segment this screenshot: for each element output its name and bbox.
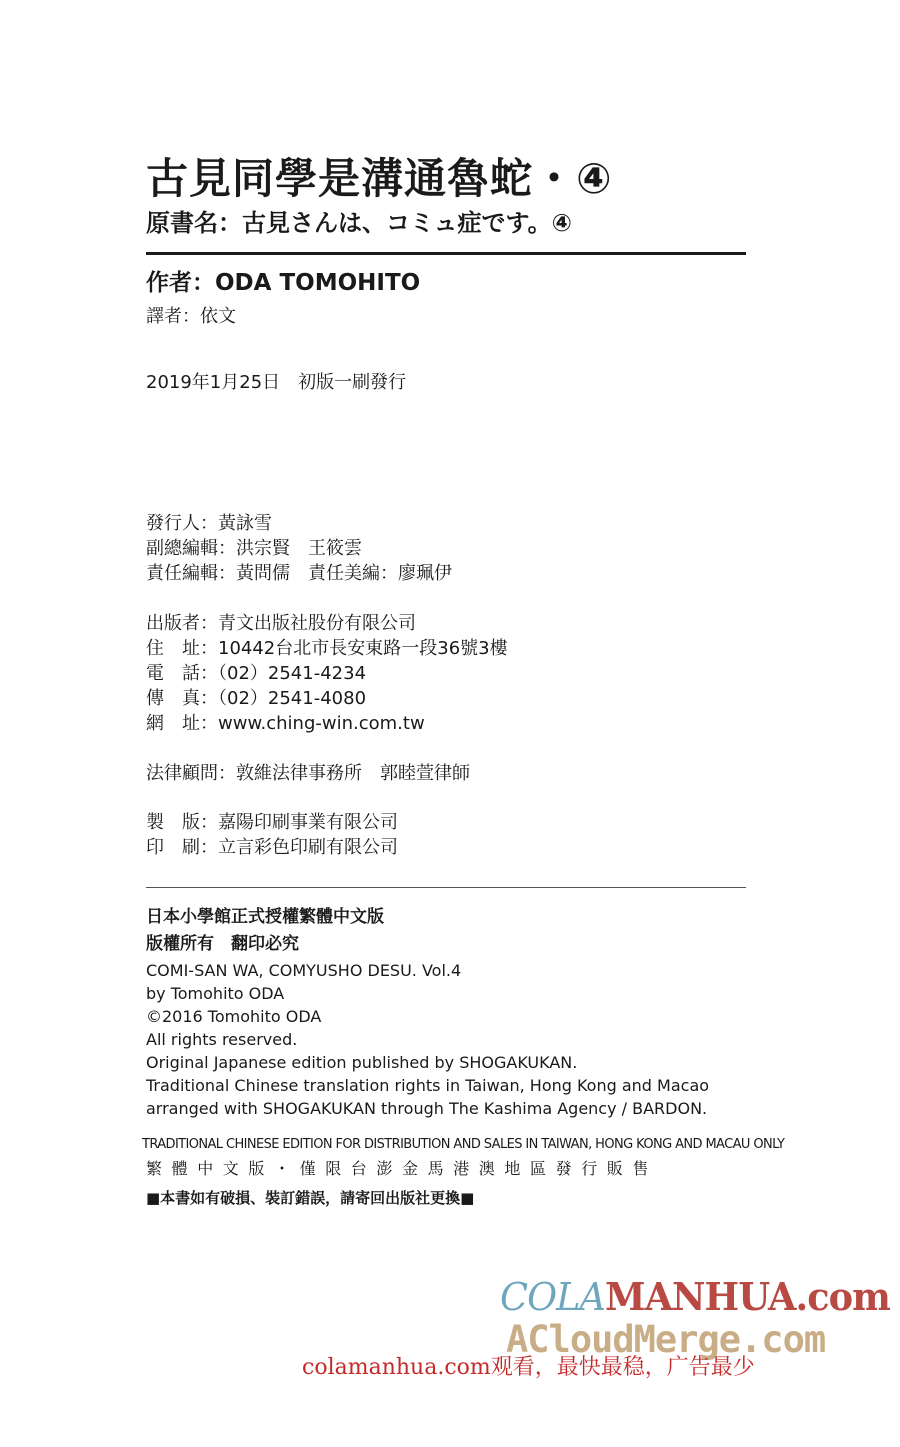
license-statement: 日本小學館正式授權繁體中文版 xyxy=(146,907,384,927)
book-title: 古見同學是溝通魯蛇・④ xyxy=(146,154,613,203)
staff-deputy-editor: 副總編輯：洪宗賢 王筱雲 xyxy=(146,538,362,559)
rights-en-line: arranged with SHOGAKUKAN through The Kashima Agency / BARDON. xyxy=(146,1099,708,1118)
watermark-site-part2: MANHUA.com xyxy=(604,1274,890,1319)
rights-en-line: Original Japanese edition published by SHOGAKUKAN. xyxy=(146,1053,578,1072)
copyright-statement: 版權所有 翻印必究 xyxy=(146,934,299,954)
distribution-notice-en: TRADITIONAL CHINESE EDITION FOR DISTRIBUTION AND SALES IN TAIWAN, HONG KONG AND MACAU ONLY xyxy=(142,1137,785,1152)
damage-return-notice: ■本書如有破損、裝訂錯誤，請寄回出版社更換■ xyxy=(146,1189,475,1207)
rights-en-line: All rights reserved. xyxy=(146,1030,298,1049)
publisher-name: 出版者：青文出版社股份有限公司 xyxy=(146,613,416,634)
publisher-website: 網 址：www.ching-win.com.tw xyxy=(146,713,425,734)
publisher-address: 住 址：10442台北市長安東路一段36號3樓 xyxy=(146,638,508,659)
staff-editor: 責任編輯：黃問儒 責任美編：廖珮伊 xyxy=(146,563,452,584)
watermark-site xyxy=(500,1274,890,1319)
rights-en-line: Traditional Chinese translation rights in Taiwan, Hong Kong and Macao xyxy=(146,1076,710,1095)
publish-date: 2019年1月25日 初版一刷發行 xyxy=(146,372,407,393)
rights-en-line: ©2016 Tomohito ODA xyxy=(146,1007,322,1026)
plate-maker: 製 版：嘉陽印刷事業有限公司 xyxy=(146,812,398,833)
rights-divider xyxy=(146,887,746,888)
author-credit: 作者：ODA TOMOHITO xyxy=(146,270,421,296)
publisher-fax: 傳 真：（02）2541-4080 xyxy=(146,688,367,709)
legal-counsel: 法律顧問：敦維法律事務所 郭睦萱律師 xyxy=(146,763,470,784)
title-divider xyxy=(146,252,746,255)
distribution-notice-zh: 繁體中文版・僅限台澎金馬港澳地區發行販售 xyxy=(146,1159,659,1178)
printer: 印 刷：立言彩色印刷有限公司 xyxy=(146,837,398,858)
watermark-merge: ACloudMerge.com xyxy=(506,1318,826,1361)
original-title: 原書名：古見さんは、コミュ症です。④ xyxy=(146,209,572,237)
rights-en-line: COMI-SAN WA, COMYUSHO DESU. Vol.4 xyxy=(146,961,462,980)
rights-en-line: by Tomohito ODA xyxy=(146,984,285,1003)
staff-publisher-person: 發行人：黃詠雪 xyxy=(146,513,272,534)
translator-credit: 譯者：依文 xyxy=(146,306,236,327)
watermark-site-part1: COLA xyxy=(500,1275,605,1319)
publisher-phone: 電 話：（02）2541-4234 xyxy=(146,663,367,684)
watermark-slogan: colamanhua.com观看，最快最稳，广告最少 xyxy=(302,1355,755,1380)
